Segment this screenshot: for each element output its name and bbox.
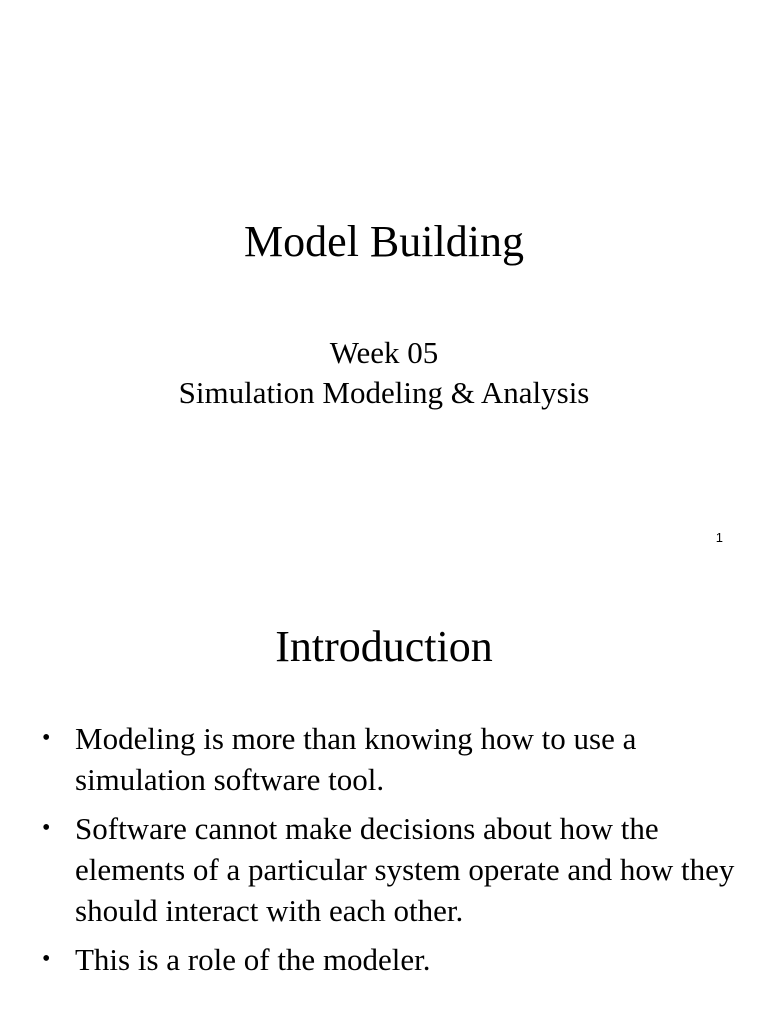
- slide-number: 1: [715, 530, 723, 545]
- bullet-item: [40, 939, 740, 980]
- bullet-dot-icon: •: [42, 946, 51, 972]
- bullet-text: Modeling is more than knowing how to use a simulation software tool.: [75, 721, 637, 797]
- subtitle-line-week: Week 05: [329, 335, 439, 370]
- bullet-item: [40, 718, 740, 800]
- bullet-text: This is a role of the modeler.: [75, 942, 431, 977]
- slide-title: Introduction: [275, 622, 493, 671]
- bullet-dot-icon: •: [42, 725, 51, 751]
- slide-subtitle: [0, 333, 768, 413]
- bullet-item: [40, 808, 740, 931]
- slide-title: Model Building: [244, 217, 524, 266]
- bullet-dot-icon: •: [42, 815, 51, 841]
- introduction-slide: [0, 576, 768, 1024]
- bullet-text: Software cannot make decisions about how the elements of a particular system operate and how they should interact with each other.: [75, 811, 735, 928]
- subtitle-line-course: Simulation Modeling & Analysis: [178, 375, 590, 410]
- bullet-list: [40, 718, 740, 988]
